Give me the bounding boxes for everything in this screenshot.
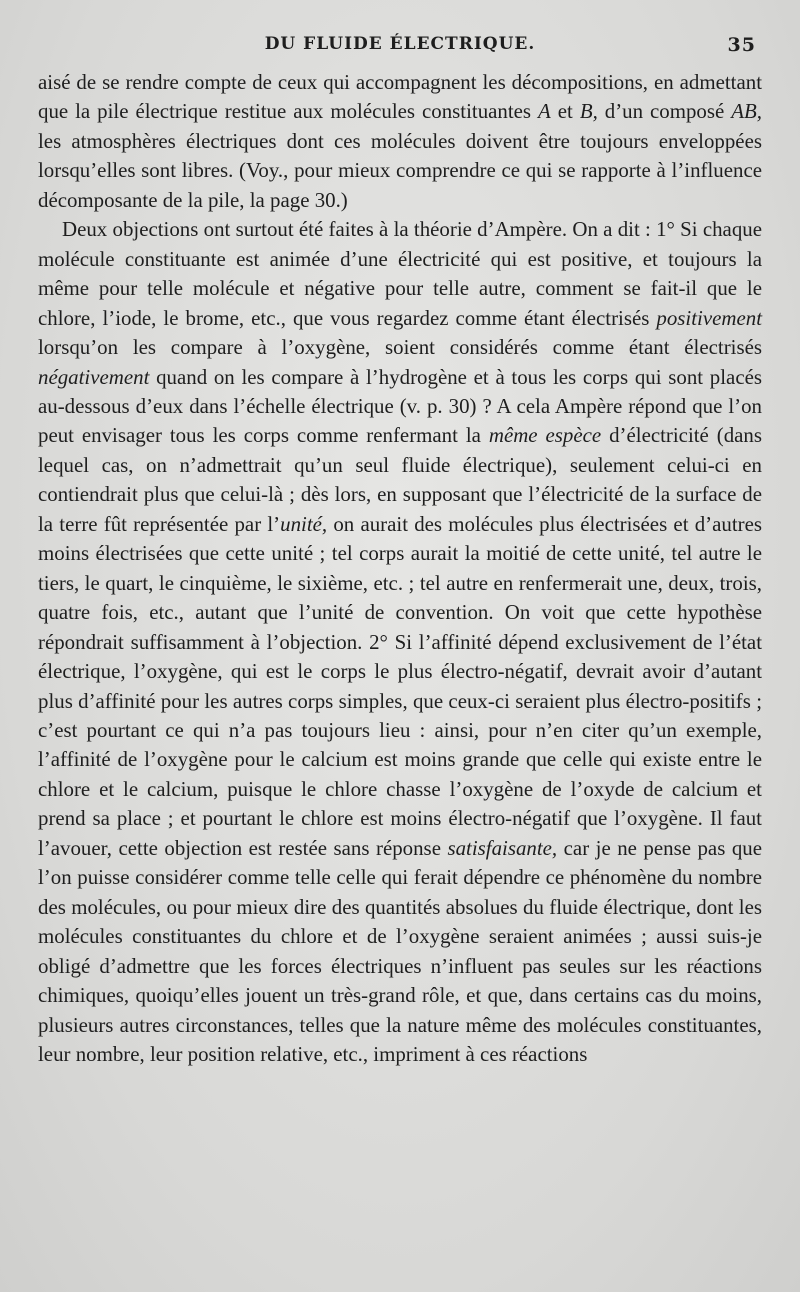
text-segment: car je ne pense pas que l’on puisse considérer comme telle celle qui ferait dépendre ce phénomène du nombre des molécules, ou pour mieux dire des quantités absolues du fluide électrique, dont les molécules constituantes du chlore et de l’oxygène seraient animées ; aussi suis-je obligé d’admettre que les forces électriques n’influent pas seules sur les réactions chimiques, quoiqu’elles jouent un très-grand rôle, et que, dans certains cas du moins, plusieurs autres circonstances, telles que la nature même des molécules constituantes, leur nombre, leur position relative, etc., impriment à ces réactions: [38, 835, 762, 1066]
italic-segment: AB,: [731, 99, 762, 124]
text-segment: et: [550, 99, 580, 124]
text-segment: d’électricité (dans lequel cas, on n’admettrait qu’un seul fluide électrique), seulement celui-ci en contiendrait plus que celui-là ; dès lors, en supposant que l’électricité de la surface de la terre fût représentée par l’: [38, 423, 763, 536]
running-title: DU FLUIDE ÉLECTRIQUE.: [264, 34, 536, 54]
text-segment: on aurait des molécules plus électrisées et d’autres moins électrisées que cette unité ; tel corps aurait la moitié de cette unité, tel autre le tiers, le quart, le cinquième, le sixième, etc. ; tel autre en renfermerait une, deux, trois, quatre fois, etc., autant que l’unité de convention. On voit que cette hypothèse répondrait suffisamment à l’objection. 2° Si l’affinité dépend exclusivement de l’état électrique, l’oxygène, qui est le corps le plus électro-négatif, devrait avoir d’autant plus d’affinité pour les autres corps simples, que ceux-ci seraient plus électro-positifs ; c’est pourtant ce qui n’a pas toujours lieu : ainsi, pour n’en citer qu’un exemple, l’affinité de l’oxygène pour le calcium est moins grande que celle qui existe entre le chlore et le calcium, puisque le chlore chasse l’oxygène de l’oxyde de calcium et prend sa place ; et pourtant le chlore est moins électro-négatif que l’oxygène. Il faut l’avouer, cette objection est restée sans réponse: [38, 511, 762, 860]
body-text: [38, 68, 762, 1069]
italic-segment: unité,: [280, 511, 328, 536]
italic-segment: satisfaisante,: [447, 835, 558, 860]
text-segment: Deux objections ont surtout été faites à la théorie d’Ampère. On a dit : 1° Si chaque molécule constituante est animée d’une électricité qui est positive, et toujours la même pour telle molécule et négative pour telle autre, comment se fait-il que le chlore, l’iode, le brome, etc., que vous regardez comme étant électrisés: [38, 217, 762, 330]
text-segment: d’un composé: [597, 99, 732, 124]
page-header: [38, 34, 762, 68]
italic-segment: positivement: [656, 305, 762, 330]
italic-segment: A: [538, 99, 551, 124]
italic-segment: B,: [579, 99, 598, 124]
italic-segment: même espèce: [488, 423, 602, 448]
italic-segment: négativement: [38, 364, 150, 389]
paragraph-1: [38, 68, 762, 215]
paragraph-2: [38, 215, 762, 1069]
text-segment: aisé de se rendre compte de ceux qui accompagnent les décompositions, en admettant que la pile électrique restitue aux molécules constituantes: [38, 70, 762, 124]
text-segment: lorsqu’on les compare à l’oxygène, soient considérés comme étant électrisés: [38, 335, 762, 360]
page-number: 35: [727, 34, 756, 56]
text-segment: quand on les compare à l’hydrogène et à tous les corps qui sont placés au-dessous d’eux dans l’échelle électrique (v. p. 30) ? A cela Ampère répond que l’on peut envisager tous les corps comme renfermant la: [38, 364, 762, 448]
text-segment: les atmosphères électriques dont ces molécules doivent être toujours enveloppées lorsqu’elles sont libres. (Voy., pour mieux comprendre ce qui se rapporte à l’influence décomposante de la pile, la page 30.): [38, 128, 762, 212]
